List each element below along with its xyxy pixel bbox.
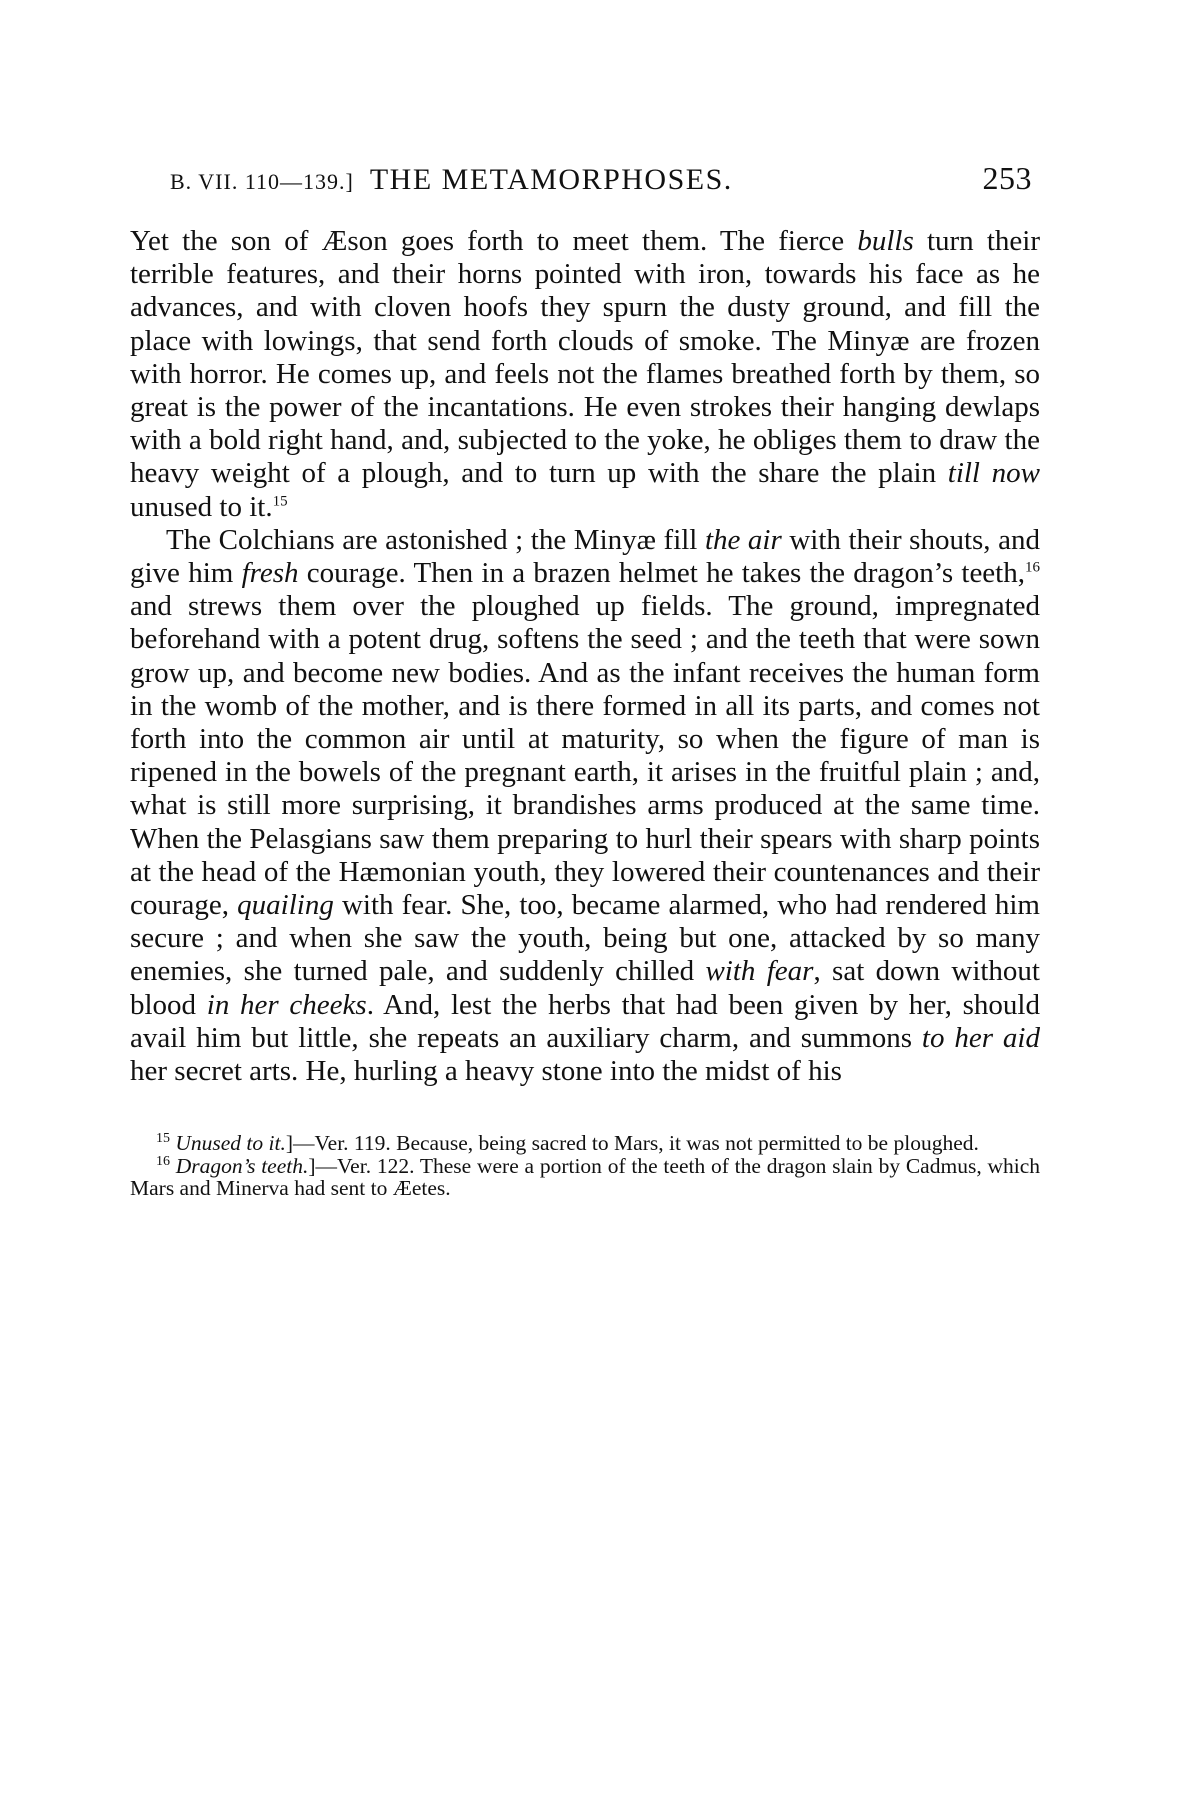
text-span: and strews them over the ploughed up fields. The ground, impregnated beforehand with a potent drug, softens the seed ; and the teeth that were sown grow up, and become new bodies. And as the infant receives the human form in the womb of the mother, and is there formed in all its parts, and comes not forth into the common air until at maturity, so when the figure of man is ripened in the bowels of the pregnant earth, it arises in the fruitful plain ; and, what is still more surprising, it brandishes arms produced at the same time. When the Pelasgians saw them preparing to hurl their spears with sharp points at the head of the Hæmonian youth, they lowered their countenances and their courage,: [130, 590, 1040, 922]
text-span: with fear. She, too, became alarmed, who had rendered him secure ; and when she saw the youth, being but one, attacked by so many enemies, she turned pale, and suddenly chilled: [130, 889, 1040, 988]
text-span: her secret arts. He, hurling a heavy stone into the midst of his: [130, 1055, 842, 1088]
footnote-ref-15: 15: [272, 492, 288, 509]
italic-span: till now: [947, 457, 1040, 490]
italic-span: the air: [704, 523, 782, 556]
page-title: THE METAMORPHOSES.: [369, 163, 733, 196]
text-span: . And, lest the herbs that had been given by her, should avail him but little, she repeats an auxiliary charm, and summons: [130, 988, 1040, 1054]
text-span: The Colchians are astonished ; the Minyæ fill: [166, 523, 705, 556]
text-span: courage. Then in a brazen helmet he takes the dragon’s teeth,: [298, 557, 1025, 590]
footnote-mark: 16: [156, 1153, 170, 1169]
text-span: Yet the son of Æson goes forth to meet them. The fierce: [130, 225, 858, 257]
text-span: , sat down without blood: [130, 955, 1040, 1021]
page-number: 253: [982, 160, 1032, 196]
italic-span: bulls: [857, 225, 914, 257]
footnote-ref-16: 16: [1025, 559, 1040, 576]
italic-span: in her cheeks: [206, 988, 367, 1021]
footnote-text: ]—Ver. 122. These were a portion of the teeth of the dragon slain by Cadmus, which Mars and Minerva had sent to Æetes.: [130, 1153, 1041, 1201]
italic-span: to her aid: [921, 1021, 1040, 1054]
footnote-text: ]—Ver. 119. Because, being sacred to Mars, it was not permitted to be ploughed.: [285, 1131, 979, 1156]
italic-span: quailing: [237, 889, 334, 922]
footnotes: [130, 1132, 1040, 1200]
book-page: [130, 160, 1040, 1200]
italic-span: with fear: [705, 955, 814, 988]
body-text: [130, 225, 1040, 1088]
footnote-16: [130, 1155, 1040, 1200]
footnote-lemma: Dragon’s teeth.: [175, 1153, 309, 1178]
text-span: turn their terrible features, and their horns pointed with iron, towards his face as he advances, and with cloven hoofs they spurn the dusty ground, and fill the place with lowings, that send forth clouds of smoke. The Minyæ are frozen with horror. He comes up, and feels not the flames breathed forth by them, so great is the power of the incantations. He even strokes their hanging dewlaps with a bold right hand, and, subjected to the yoke, he obliges them to draw the heavy weight of a plough, and to turn up with the share the plain: [130, 225, 1041, 490]
footnote-mark: 15: [156, 1131, 170, 1147]
italic-span: fresh: [241, 557, 299, 590]
footnote-lemma: Unused to it.: [175, 1131, 286, 1156]
book-reference: B. VII. 110—139.]: [170, 169, 354, 194]
text-span: unused to it.: [130, 490, 273, 523]
footnote-15: [130, 1132, 1040, 1155]
paragraph-1: [130, 225, 1040, 524]
text-span: with their shouts, and give him: [130, 523, 1040, 590]
running-head: [130, 160, 1040, 197]
paragraph-2: [130, 524, 1040, 1088]
